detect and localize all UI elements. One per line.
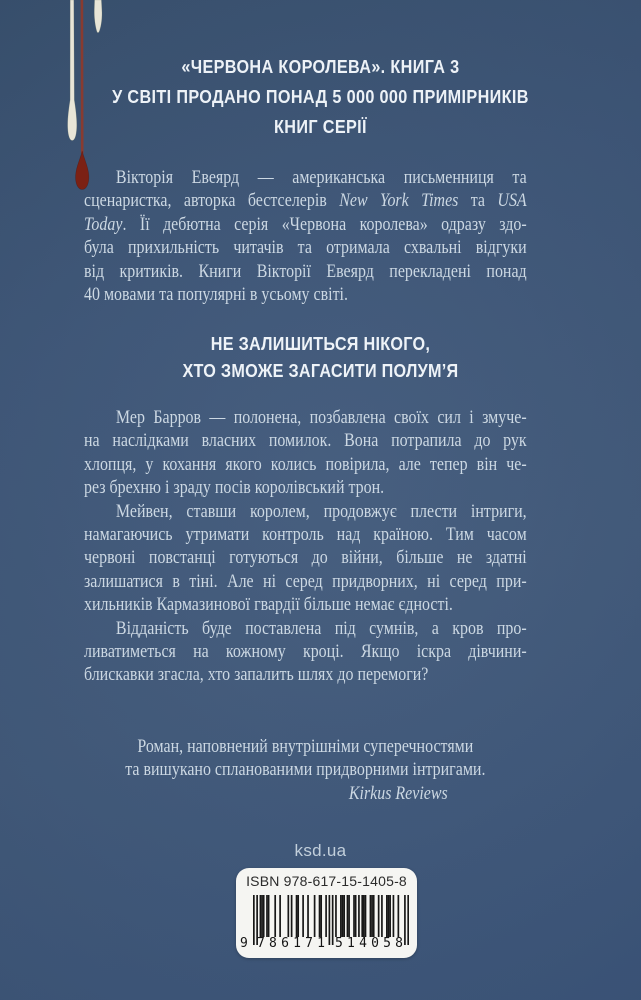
synopsis-line: Мер Барров — полонена, позбавлена своїх сил і змуче- [115,407,527,428]
synopsis-paragraph-3 [84,617,527,687]
synopsis-line: Мейвен, ставши королем, продовжує плести інтриги, [115,500,527,522]
barcode-digit-first: 9 [240,936,248,951]
series-banner-line: «ЧЕРВОНА КОРОЛЕВА». КНИГА 3 [181,57,460,77]
publisher-website: ksd.ua [294,841,347,860]
tagline-line: НЕ ЗАЛИШИТЬСЯ НІКОГО, [210,334,431,354]
synopsis-line: червоні повстанці готуються до війни, більше не здатні [84,547,527,569]
review-attribution: Kirkus Reviews [348,782,448,804]
review-line: Роман, наповнений внутрішніми суперечностями [137,736,474,757]
author-bio [84,166,527,306]
synopsis-line: блискавки згасла, хто запалить шлях до перемоги? [84,664,429,686]
series-banner-line: КНИГ СЕРІЇ [274,117,367,137]
author-bio-line: сценаристка, авторка бестселерів New York Times та USA [84,190,527,212]
synopsis [84,406,527,687]
review-quote [84,735,527,805]
isbn-label: ISBN 978-617-15-1405-8 [246,873,407,889]
barcode-digits-right: 5 1 4 0 5 8 [335,936,403,951]
author-bio-line: від критиків. Книги Вікторії Евеярд перекладені понад [84,260,527,282]
synopsis-line: залишатися в тіні. Але ні серед придворних, ні серед при- [84,570,527,592]
synopsis-paragraph-2 [84,500,527,617]
synopsis-line: ливатиметься на кожному кроці. Якщо іскра дівчини- [84,641,527,663]
synopsis-line: Відданість буде поставлена під сумнів, а кров про- [115,617,527,639]
author-bio-line: 40 мовами та популярні в усьому світі. [84,284,348,306]
series-banner-line: У СВІТІ ПРОДАНО ПОНАД 5 000 000 ПРИМІРНИКІВ [112,87,529,107]
review-line: та вишукано спланованими придворними інтригами. [125,759,486,781]
synopsis-paragraph-1 [84,406,527,500]
author-bio-line: Today. Її дебютна серія «Червона королева» одразу здо- [84,213,527,235]
synopsis-line: рез брехню і зраду посів королівський трон. [84,477,385,499]
barcode-digits-left: 7 8 6 1 7 1 [257,936,325,951]
synopsis-line: на наслідками власних помилок. Вона потрапила до рук [84,430,527,452]
author-bio-line: Вікторія Евеярд — американська письменниця та [115,167,527,188]
tagline [32,331,609,385]
author-bio-line: була прихильність читачів та отримала схвальні відгуки [84,237,527,259]
synopsis-line: намагаючись утримати контроль над країною. Тим часом [84,524,527,546]
synopsis-line: хильників Кармазинової гвардії більше немає єдності. [84,594,453,616]
tagline-line: ХТО ЗМОЖЕ ЗАГАСИТИ ПОЛУМ’Я [182,361,459,381]
isbn-barcode [236,868,417,958]
synopsis-line: хлопця, у кохання якого колись повірила, але тепер він че- [84,453,527,475]
